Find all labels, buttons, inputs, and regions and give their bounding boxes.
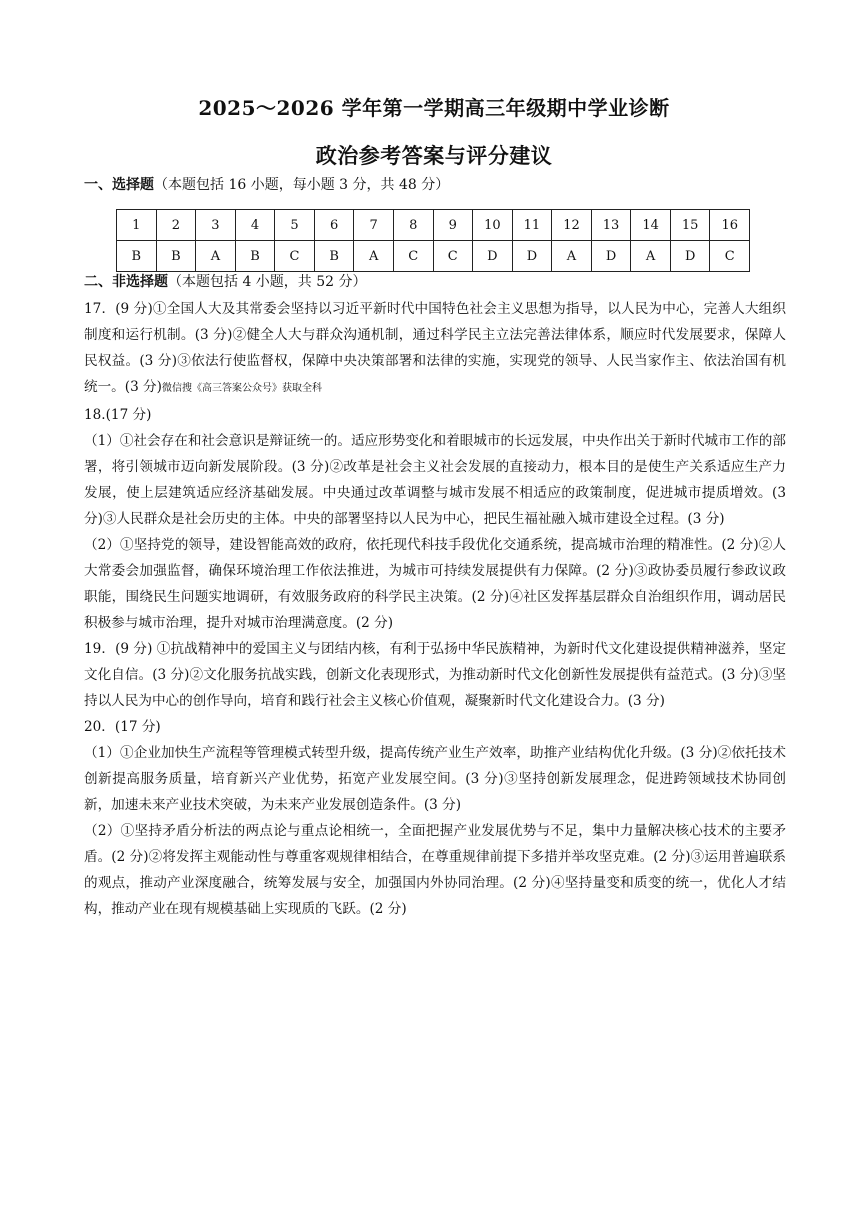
answer-cell: D [512,241,552,272]
document-subtitle: 政治参考答案与评分建议 [315,143,553,168]
answer-row [117,241,750,272]
question-number-cell: 6 [314,210,354,241]
question-number-cell: 1 [117,210,157,241]
question-number-cell: 8 [393,210,433,241]
section-label: 二、非选择题 [84,274,168,290]
document-title: 2025～2026 学年第一学期高三年级期中学业诊断 [198,96,670,120]
question-number-cell: 4 [235,210,275,241]
answer-cell: A [552,241,592,272]
answer-cell: D [473,241,513,272]
question-18-header: 18.(17 分) [84,407,152,423]
section-label: 一、选择题 [84,177,154,193]
watermark-note: 微信搜《高三答案公众号》获取全科 [161,383,322,394]
answer-table [116,209,750,272]
answer-cell: C [433,241,473,272]
section-multiple-choice-heading [84,175,449,195]
question-number-cell: 15 [670,210,710,241]
answer-cell: B [314,241,354,272]
answer-cell: A [354,241,394,272]
answer-cell: D [591,241,631,272]
answer-cell: C [710,241,750,272]
section-note: （本题包括 16 小题，每小题 3 分，共 48 分） [154,177,450,193]
question-number-cell: 14 [631,210,671,241]
question-20-part2: （2）①坚持矛盾分析法的两点论与重点论相统一，全面把握产业发展优势与不足，集中力量解决核心技术的主要矛盾。(2 分)②将发挥主观能动性与尊重客观规律相结合，在尊重规律前提下多措并举攻坚克难。(2 分)③运用普遍联系的观点，推动产业深度融合，统筹发展与安全，加强国内外协同治理。(2 分)④坚持量变和质变的统一，优化人才结构，推动产业在现有规模基础上实现质的飞跃。(2 分) [84,823,786,917]
question-number-cell: 13 [591,210,631,241]
question-19-answer: 19．(9 分) ①抗战精神中的爱国主义与团结内核，有利于弘扬中华民族精神，为新时代文化建设提供精神滋养，坚定文化自信。(3 分)②文化服务抗战实践，创新文化表现形式，为推动新时代文化创新性发展提供有益范式。(3 分)③坚持以人民为中心的创作导向，培育和践行社会主义核心价值观，凝聚新时代文化建设合力。(3 分) [84,641,786,709]
answer-cell: B [117,241,157,272]
answer-cell: A [631,241,671,272]
question-number-cell: 3 [196,210,236,241]
answer-cell: B [235,241,275,272]
question-18-part2: （2）①坚持党的领导，建设智能高效的政府，依托现代科技手段优化交通系统，提高城市治理的精准性。(2 分)②人大常委会加强监督，确保环境治理工作依法推进，为城市可持续发展提供有力保障。(2 分)③政协委员履行参政议政职能，围绕民生问题实地调研，有效服务政府的科学民主决策。(2 分)④社区发挥基层群众自治组织作用，调动居民积极参与城市治理，提升对城市治理满意度。(2 分) [84,537,786,631]
question-number-cell: 7 [354,210,394,241]
question-number-cell: 11 [512,210,552,241]
question-number-cell: 5 [275,210,315,241]
answer-cell: A [196,241,236,272]
question-number-cell: 10 [473,210,513,241]
question-number-row [117,210,750,241]
question-number-cell: 12 [552,210,592,241]
answer-body [84,296,786,922]
question-number-cell: 9 [433,210,473,241]
answer-cell: D [670,241,710,272]
question-20-header: 20．(17 分) [84,719,161,735]
question-20-part1: （1）①企业加快生产流程等管理模式转型升级，提高传统产业生产效率，助推产业结构优化升级。(3 分)②依托技术创新提高服务质量，培育新兴产业优势，拓宽产业发展空间。(3 分)③坚持创新发展理念，促进跨领域技术协同创新，加速未来产业技术突破，为未来产业发展创造条件。(3 分) [84,745,786,813]
section-free-response-heading [84,272,367,292]
section-note: （本题包括 4 小题，共 52 分） [168,274,367,290]
question-17-answer: 17．(9 分)①全国人大及其常委会坚持以习近平新时代中国特色社会主义思想为指导，以人民为中心，完善人大组织制度和运行机制。(3 分)②健全人大与群众沟通机制，通过科学民主立法完善法律体系，顺应时代发展要求，保障人民权益。(3 分)③依法行使监督权，保障中央决策部署和法律的实施，实现党的领导、人民当家作主、依法治国有机统一。(3 分)微信搜《高三答案公众号》获取全科 [84,301,786,395]
question-18-part1: （1）①社会存在和社会意识是辩证统一的。适应形势变化和着眼城市的长远发展，中央作出关于新时代城市工作的部署，将引领城市迈向新发展阶段。(3 分)②改革是社会主义社会发展的直接动力，根本目的是使生产关系适应生产力发展，使上层建筑适应经济基础发展。中央通过改革调整与城市发展不相适应的政策制度，促进城市提质增效。(3 分)③人民群众是社会历史的主体。中央的部署坚持以人民为中心，把民生福祉融入城市建设全过程。(3 分) [84,433,786,527]
answer-cell: B [156,241,196,272]
question-number-cell: 2 [156,210,196,241]
question-number-cell: 16 [710,210,750,241]
answer-cell: C [393,241,433,272]
answer-cell: C [275,241,315,272]
